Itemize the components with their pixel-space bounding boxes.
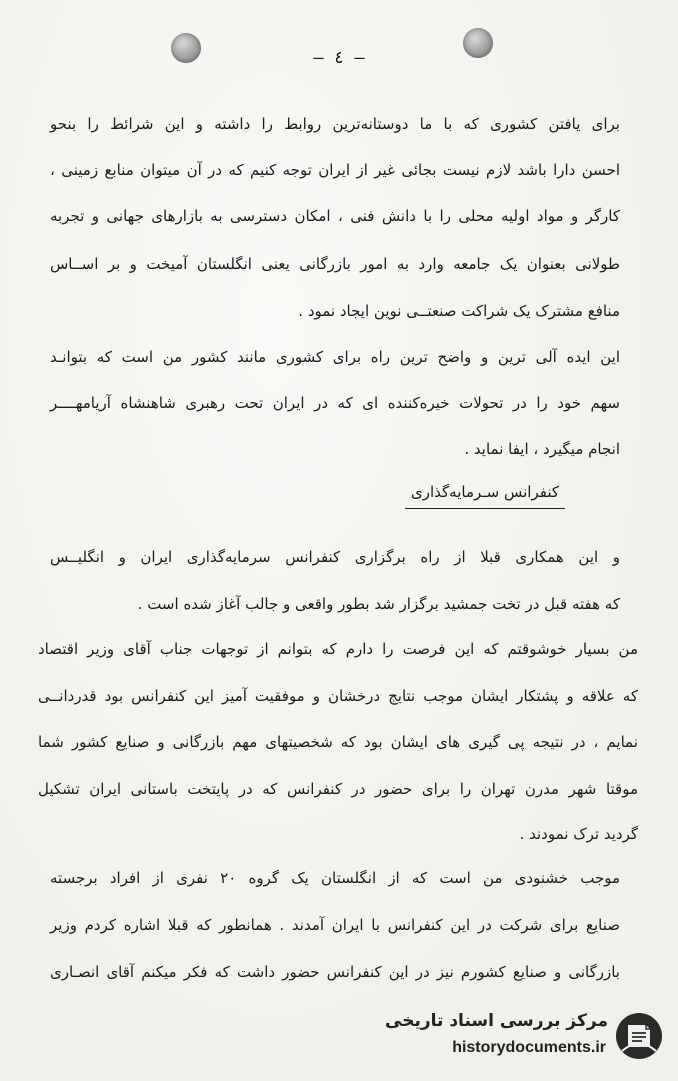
paragraph-1-line-3: کارگر و مواد اولیه محلی را با دانش فنی ، امکان دسترسی به بازارهای جهانی و تجربه xyxy=(50,207,620,225)
paragraph-2-line-2: سهم خود را در تحولات خیره‌کننده ای که در ایران تحت رهبری شاهنشاه آریامهــــر xyxy=(50,394,620,412)
paragraph-5-line-2: صنایع برای شرکت در این کنفرانس با ایران آمدند . همانطور که قبلا اشاره کردم وزیر xyxy=(50,916,620,934)
paragraph-1-line-1: برای یافتن کشوری که با ما دوستانه‌ترین روابط را داشته و این شرائط را بنحو xyxy=(50,115,620,133)
paragraph-1-line-2: احسن دارا باشد لازم نیست بجائی غیر از ایران توجه کنیم که در آن میتوان منابع زمینی ، xyxy=(50,161,620,179)
archive-logo-icon xyxy=(614,1011,664,1061)
heading-underline xyxy=(405,508,565,509)
paragraph-4-line-2: که علاقه و پشتکار ایشان موجب نتایج درخشان و موفقیت آمیز این کنفرانس بود قدردانــی xyxy=(38,687,638,705)
paragraph-5-line-3: بازرگانی و صنایع کشورم نیز در این کنفرانس حضور داشت که فکر میکنم آقای انصـاری xyxy=(50,963,620,981)
paragraph-3-line-2: که هفته قبل در تخت جمشید برگزار شد بطور واقعی و جالب آغاز شده است . xyxy=(137,595,620,613)
paragraph-1-line-5: منافع مشترک یک شراکت صنعتــی نوین ایجاد نمود . xyxy=(298,302,620,320)
paragraph-3-line-1: و این همکاری قبلا از راه برگزاری کنفرانس سرمایه‌گذاری ایران و انگلیــس xyxy=(50,548,620,566)
paragraph-4-line-3: نمایم ، در نتیجه پی گیری های ایشان بود که شخصیتهای مهم بازرگانی و صنایع کشور شما xyxy=(38,733,638,751)
paragraph-4-line-1: من بسیار خوشوقتم که این فرصت را دارم که بتوانم از توجهات جناب آقای وزیر اقتصاد xyxy=(38,640,638,658)
archive-watermark xyxy=(385,1007,668,1067)
paragraph-4-line-4: موقتا شهر مدرن تهران را برای حضور در کنفرانس که در پایتخت باستانی ایران تشکیل xyxy=(38,780,638,798)
watermark-url: historydocuments.ir xyxy=(452,1039,606,1056)
paragraph-1-line-4: طولانی بعنوان یک جامعه وارد به امور بازرگانی یعنی انگلستان آمیخت و بر اســاس xyxy=(50,255,620,273)
section-heading: کنفرانس سـرمایه‌گذاری xyxy=(411,483,559,501)
paragraph-2-line-1: این ایده آلی ترین و واضح ترین راه برای کشوری مانند کشور من است که بتوانـد xyxy=(50,348,620,366)
paragraph-4-line-5: گردید ترک نمودند . xyxy=(519,825,638,843)
paragraph-2-line-3: انجام میگیرد ، ایفا نماید . xyxy=(464,440,620,458)
watermark-title: مرکز بررسی اسناد تاریخی xyxy=(385,1011,608,1031)
page-number: — ٤ — xyxy=(313,48,365,68)
paragraph-5-line-1: موجب خشنودی من است که از انگلستان یک گروه ۲۰ نفری از افراد برجسته xyxy=(50,869,620,887)
